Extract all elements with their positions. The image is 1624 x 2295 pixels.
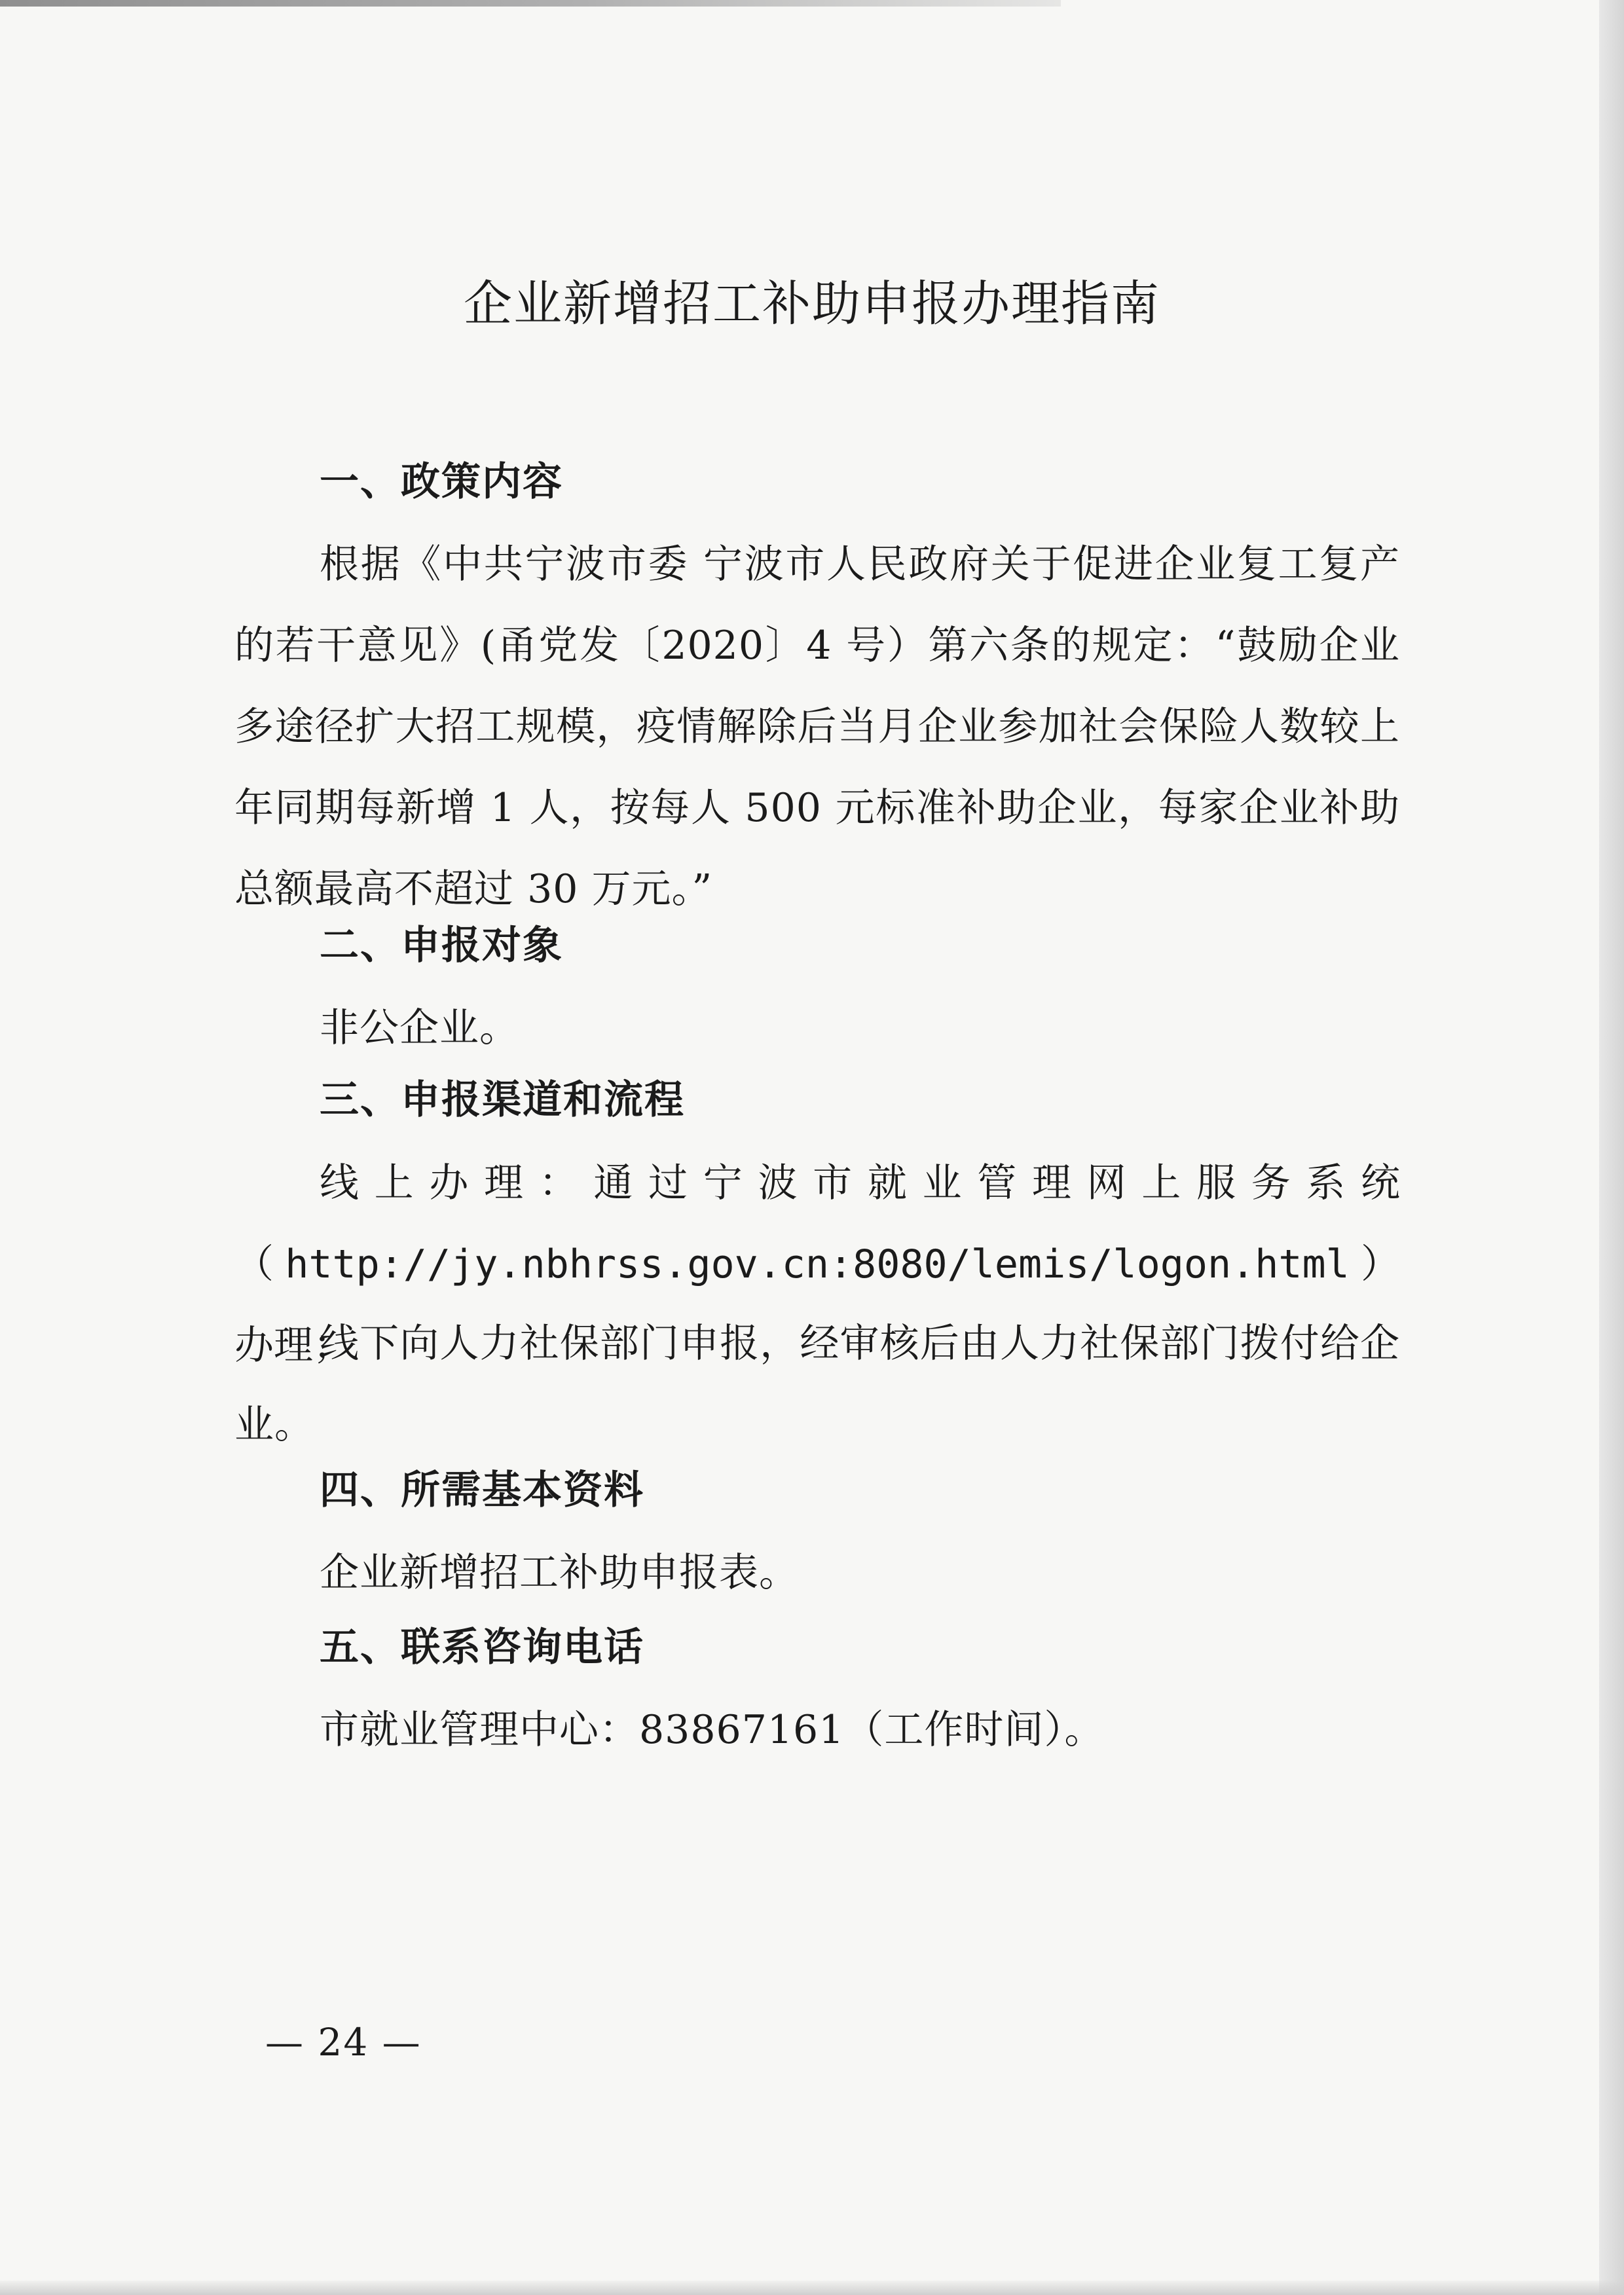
applicant-paragraph: 非公企业。 (320, 1005, 519, 1051)
scan-right-edge (1599, 0, 1624, 2295)
materials-paragraph: 企业新增招工补助申报表。 (320, 1550, 799, 1596)
scan-bottom-edge (0, 2281, 1624, 2295)
offline-process-paragraph: 线下向人力社保部门申报，经审核后由人力社保部门拨付给企业。 (234, 1321, 1400, 1448)
policy-paragraph: 根据《中共宁波市委 宁波市人民政府关于促进企业复工复产的若干意见》(甬党发〔2020〕4 号）第六条的规定：“鼓励企业多途径扩大招工规模，疫情解除后当月企业参加社会保险人数较上年同期每新增 1 人，按每人 500 元标准补助企业，每家企业补助总额最高不超过 30 万元。” (234, 542, 1400, 912)
online-process-paragraph: 线上办理：通过宁波市就业管理网上服务系统（http://jy.nbhrss.gov.cn:8080/lemis/logon.html）办理； (234, 1160, 1400, 1368)
section-heading-applicant: 二、申报对象 (320, 923, 563, 968)
section-heading-process: 三、申报渠道和流程 (320, 1077, 685, 1123)
section-heading-policy: 一、政策内容 (320, 459, 563, 505)
document-title: 企业新增招工补助申报办理指南 (464, 276, 1160, 332)
contact-paragraph: 市就业管理中心：83867161（工作时间）。 (320, 1707, 1105, 1753)
section-heading-materials: 四、所需基本资料 (320, 1467, 644, 1513)
page-number: — 24 — (265, 2020, 422, 2065)
section-heading-contact: 五、联系咨询电话 (320, 1625, 644, 1670)
scan-top-edge (0, 0, 1061, 7)
